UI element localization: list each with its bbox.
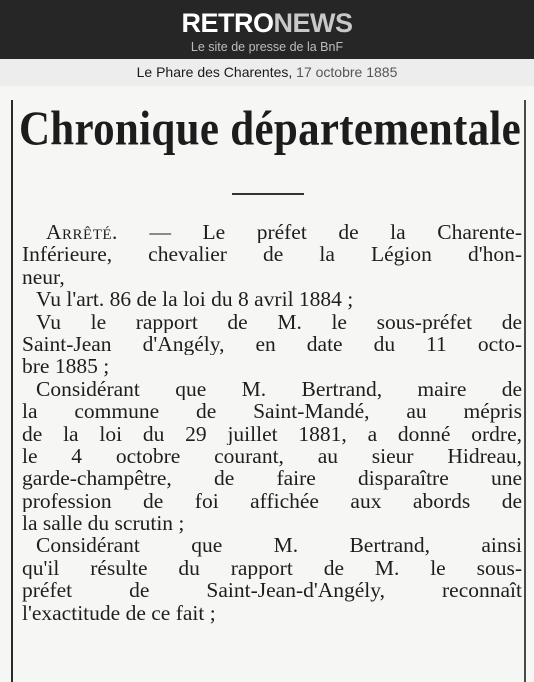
article-line: garde-champêtre, de faire disparaître une <box>22 467 522 490</box>
article-body <box>16 221 522 624</box>
column-rule-left <box>11 100 13 682</box>
article-line: Vu l'art. 86 de la loi du 8 avril 1884 ; <box>36 288 354 311</box>
article-headline: Chronique départementale <box>18 103 522 156</box>
article-line: l'exactitude de ce fait ; <box>22 601 216 625</box>
headline-separator <box>232 193 304 195</box>
article-line: le 4 octobre courant, au sieur Hidreau, <box>22 444 522 468</box>
publication-name: Le Phare des Charentes, <box>136 64 293 80</box>
newspaper-scan <box>0 86 534 682</box>
article-line: Saint-Jean d'Angély, en date du 11 octo- <box>22 332 522 356</box>
site-tagline: Le site de presse de la BnF <box>190 40 344 54</box>
article-line: Vu le rapport de M. le sous-préfet de <box>36 310 522 333</box>
article-line: préfet de Saint-Jean-d'Angély, reconnaît <box>22 579 522 602</box>
article-line: la commune de Saint-Mandé, au mépris <box>22 400 522 423</box>
article-line: Arrêté. — Le préfet de la Charente- <box>46 221 522 244</box>
article-line: Considérant que M. Bertrand, ainsi <box>36 534 522 557</box>
logo-retro-part: RETRO <box>181 8 274 38</box>
column-rule-right <box>524 100 526 682</box>
article-line: la salle du scrutin ; <box>22 512 185 535</box>
article-line: neur, <box>22 265 65 289</box>
lead-word: Arrêté. <box>46 221 118 244</box>
article-line: profession de foi affichée aux abords de <box>22 489 522 513</box>
logo-news-part: NEWS <box>273 8 353 38</box>
article-line: Considérant que M. Bertrand, maire de <box>36 377 522 401</box>
article-line: qu'il résulte du rapport de M. le sous- <box>22 556 522 580</box>
article-line: de la loi du 29 juillet 1881, a donné ordre, <box>22 422 522 445</box>
site-header <box>0 0 534 59</box>
article-line: Inférieure, chevalier de la Légion d'hon- <box>22 243 522 266</box>
article-line: bre 1885 ; <box>22 355 110 378</box>
publication-bar <box>0 59 534 86</box>
retronews-logo[interactable] <box>0 8 534 38</box>
publication-date: 17 octobre 1885 <box>296 64 398 80</box>
